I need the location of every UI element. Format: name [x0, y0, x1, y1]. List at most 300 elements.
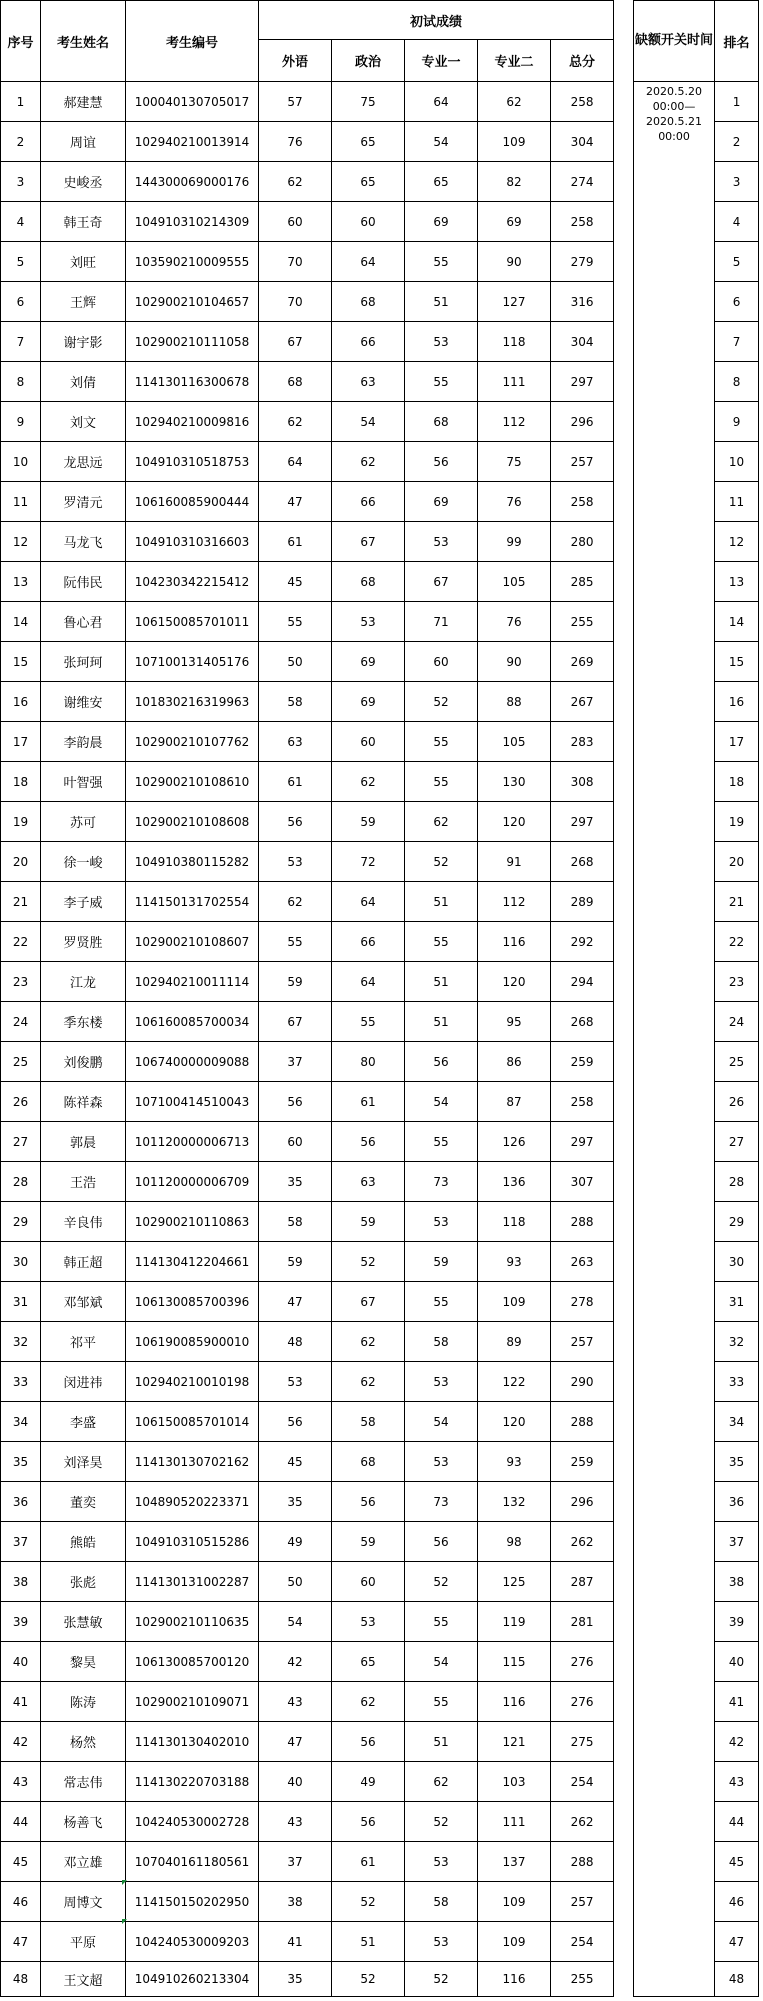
- rank-cell: 8: [715, 362, 759, 402]
- major2-cell: 105: [478, 722, 551, 762]
- id-cell: 102900210109071: [126, 1682, 259, 1722]
- seq-cell: 20: [1, 842, 41, 882]
- major1-cell: 55: [405, 1602, 478, 1642]
- seq-cell: 30: [1, 1242, 41, 1282]
- total-cell: 254: [551, 1762, 614, 1802]
- foreign-cell: 62: [259, 162, 332, 202]
- foreign-cell: 35: [259, 1162, 332, 1202]
- foreign-cell: 47: [259, 482, 332, 522]
- rank-cell: 20: [715, 842, 759, 882]
- major2-cell: 126: [478, 1122, 551, 1162]
- total-cell: 263: [551, 1242, 614, 1282]
- rank-cell: 35: [715, 1442, 759, 1482]
- id-cell: 106160085900444: [126, 482, 259, 522]
- foreign-cell: 42: [259, 1642, 332, 1682]
- name-cell: 鲁心君: [41, 602, 126, 642]
- rank-cell: 46: [715, 1882, 759, 1922]
- major1-cell: 52: [405, 1562, 478, 1602]
- name-cell: 王浩: [41, 1162, 126, 1202]
- major1-cell: 53: [405, 1922, 478, 1962]
- politics-cell: 49: [332, 1762, 405, 1802]
- major1-cell: 54: [405, 1402, 478, 1442]
- foreign-cell: 55: [259, 602, 332, 642]
- total-cell: 296: [551, 1482, 614, 1522]
- major2-cell: 136: [478, 1162, 551, 1202]
- seq-cell: 44: [1, 1802, 41, 1842]
- total-cell: 288: [551, 1402, 614, 1442]
- foreign-cell: 47: [259, 1282, 332, 1322]
- name-cell: 王文超: [41, 1962, 126, 1997]
- seq-cell: 43: [1, 1762, 41, 1802]
- foreign-cell: 63: [259, 722, 332, 762]
- total-cell: 258: [551, 202, 614, 242]
- id-cell: 103590210009555: [126, 242, 259, 282]
- total-cell: 262: [551, 1802, 614, 1842]
- total-cell: 276: [551, 1642, 614, 1682]
- major1-cell: 55: [405, 362, 478, 402]
- name-cell: 季东楼: [41, 1002, 126, 1042]
- total-cell: 258: [551, 1082, 614, 1122]
- major2-cell: 119: [478, 1602, 551, 1642]
- major1-cell: 60: [405, 642, 478, 682]
- foreign-cell: 60: [259, 1122, 332, 1162]
- total-cell: 292: [551, 922, 614, 962]
- politics-cell: 55: [332, 1002, 405, 1042]
- id-cell: 104910310518753: [126, 442, 259, 482]
- seq-cell: 10: [1, 442, 41, 482]
- id-cell: 102900210108607: [126, 922, 259, 962]
- total-cell: 254: [551, 1922, 614, 1962]
- politics-cell: 66: [332, 922, 405, 962]
- rank-cell: 9: [715, 402, 759, 442]
- id-cell: 114130412204661: [126, 1242, 259, 1282]
- major2-cell: 95: [478, 1002, 551, 1042]
- major2-cell: 87: [478, 1082, 551, 1122]
- id-cell: 107100131405176: [126, 642, 259, 682]
- foreign-cell: 61: [259, 522, 332, 562]
- rank-cell: 29: [715, 1202, 759, 1242]
- major1-cell: 56: [405, 1042, 478, 1082]
- foreign-cell: 58: [259, 1202, 332, 1242]
- politics-cell: 64: [332, 882, 405, 922]
- seq-cell: 3: [1, 162, 41, 202]
- major2-cell: 118: [478, 1202, 551, 1242]
- name-cell: 李韵晨: [41, 722, 126, 762]
- seq-cell: 34: [1, 1402, 41, 1442]
- name-cell: 史峻丞: [41, 162, 126, 202]
- politics-cell: 72: [332, 842, 405, 882]
- name-cell: 苏可: [41, 802, 126, 842]
- politics-cell: 52: [332, 1242, 405, 1282]
- id-cell: 104230342215412: [126, 562, 259, 602]
- seq-cell: 33: [1, 1362, 41, 1402]
- total-cell: 258: [551, 82, 614, 122]
- major1-cell: 59: [405, 1242, 478, 1282]
- total-cell: 259: [551, 1042, 614, 1082]
- id-cell: 104240530002728: [126, 1802, 259, 1842]
- header-total: 总分: [551, 40, 614, 82]
- foreign-cell: 62: [259, 402, 332, 442]
- id-cell: 102900210108610: [126, 762, 259, 802]
- header-seq: 序号: [1, 1, 41, 82]
- major2-cell: 130: [478, 762, 551, 802]
- id-cell: 102940210009816: [126, 402, 259, 442]
- id-cell: 102900210110863: [126, 1202, 259, 1242]
- politics-cell: 62: [332, 1682, 405, 1722]
- id-cell: 102940210011114: [126, 962, 259, 1002]
- id-cell: 114130116300678: [126, 362, 259, 402]
- id-cell: 101120000006709: [126, 1162, 259, 1202]
- name-cell: 张彪: [41, 1562, 126, 1602]
- total-cell: 257: [551, 1322, 614, 1362]
- major1-cell: 53: [405, 1842, 478, 1882]
- seq-cell: 7: [1, 322, 41, 362]
- seq-cell: 13: [1, 562, 41, 602]
- total-cell: 258: [551, 482, 614, 522]
- politics-cell: 62: [332, 762, 405, 802]
- id-cell: 102940210010198: [126, 1362, 259, 1402]
- name-cell: 韩正超: [41, 1242, 126, 1282]
- foreign-cell: 60: [259, 202, 332, 242]
- major2-cell: 90: [478, 642, 551, 682]
- name-cell: 刘文: [41, 402, 126, 442]
- rank-cell: 2: [715, 122, 759, 162]
- rank-cell: 4: [715, 202, 759, 242]
- foreign-cell: 67: [259, 322, 332, 362]
- politics-cell: 63: [332, 1162, 405, 1202]
- rank-cell: 48: [715, 1962, 759, 1997]
- seq-cell: 47: [1, 1922, 41, 1962]
- seq-cell: 16: [1, 682, 41, 722]
- major1-cell: 58: [405, 1882, 478, 1922]
- header-foreign: 外语: [259, 40, 332, 82]
- id-cell: 106150085701014: [126, 1402, 259, 1442]
- major2-cell: 109: [478, 1282, 551, 1322]
- major1-cell: 56: [405, 442, 478, 482]
- name-cell: 常志伟: [41, 1762, 126, 1802]
- name-cell: 江龙: [41, 962, 126, 1002]
- major1-cell: 69: [405, 482, 478, 522]
- rank-cell: 44: [715, 1802, 759, 1842]
- major2-cell: 120: [478, 1402, 551, 1442]
- foreign-cell: 61: [259, 762, 332, 802]
- id-cell: 104890520223371: [126, 1482, 259, 1522]
- politics-cell: 67: [332, 522, 405, 562]
- major2-cell: 93: [478, 1242, 551, 1282]
- major2-cell: 99: [478, 522, 551, 562]
- id-cell: 104910310214309: [126, 202, 259, 242]
- politics-cell: 64: [332, 962, 405, 1002]
- foreign-cell: 50: [259, 642, 332, 682]
- foreign-cell: 70: [259, 242, 332, 282]
- rank-cell: 33: [715, 1362, 759, 1402]
- major2-cell: 120: [478, 802, 551, 842]
- seq-cell: 11: [1, 482, 41, 522]
- name-cell: 陈祥森: [41, 1082, 126, 1122]
- rank-cell: 7: [715, 322, 759, 362]
- politics-cell: 52: [332, 1882, 405, 1922]
- major1-cell: 52: [405, 1802, 478, 1842]
- total-cell: 294: [551, 962, 614, 1002]
- rank-cell: 41: [715, 1682, 759, 1722]
- major2-cell: 76: [478, 482, 551, 522]
- foreign-cell: 43: [259, 1682, 332, 1722]
- name-cell: 熊皓: [41, 1522, 126, 1562]
- id-cell: 102900210108608: [126, 802, 259, 842]
- header-politics: 政治: [332, 40, 405, 82]
- foreign-cell: 38: [259, 1882, 332, 1922]
- major2-cell: 116: [478, 922, 551, 962]
- major1-cell: 55: [405, 1122, 478, 1162]
- header-row-1: [1, 1, 759, 40]
- id-cell: 106150085701011: [126, 602, 259, 642]
- total-cell: 287: [551, 1562, 614, 1602]
- politics-cell: 80: [332, 1042, 405, 1082]
- total-cell: 268: [551, 842, 614, 882]
- rank-cell: 22: [715, 922, 759, 962]
- total-cell: 296: [551, 402, 614, 442]
- total-cell: 288: [551, 1202, 614, 1242]
- major1-cell: 52: [405, 1962, 478, 1997]
- rank-cell: 10: [715, 442, 759, 482]
- total-cell: 304: [551, 322, 614, 362]
- rank-cell: 42: [715, 1722, 759, 1762]
- major1-cell: 71: [405, 602, 478, 642]
- major2-cell: 109: [478, 1922, 551, 1962]
- total-cell: 316: [551, 282, 614, 322]
- major1-cell: 73: [405, 1482, 478, 1522]
- id-cell: 106740000009088: [126, 1042, 259, 1082]
- rank-cell: 25: [715, 1042, 759, 1082]
- total-cell: 262: [551, 1522, 614, 1562]
- rank-cell: 5: [715, 242, 759, 282]
- politics-cell: 65: [332, 1642, 405, 1682]
- id-cell: 102900210104657: [126, 282, 259, 322]
- name-cell: 平原: [41, 1922, 126, 1962]
- major2-cell: 103: [478, 1762, 551, 1802]
- rank-cell: 45: [715, 1842, 759, 1882]
- rank-cell: 6: [715, 282, 759, 322]
- foreign-cell: 40: [259, 1762, 332, 1802]
- name-cell: 邓邹斌: [41, 1282, 126, 1322]
- seq-cell: 19: [1, 802, 41, 842]
- major2-cell: 121: [478, 1722, 551, 1762]
- name-cell: 董奕: [41, 1482, 126, 1522]
- major2-cell: 116: [478, 1962, 551, 1997]
- foreign-cell: 58: [259, 682, 332, 722]
- name-cell: 祁平: [41, 1322, 126, 1362]
- foreign-cell: 49: [259, 1522, 332, 1562]
- foreign-cell: 53: [259, 842, 332, 882]
- total-cell: 255: [551, 1962, 614, 1997]
- total-cell: 278: [551, 1282, 614, 1322]
- seq-cell: 6: [1, 282, 41, 322]
- seq-cell: 17: [1, 722, 41, 762]
- name-cell: 黎昊: [41, 1642, 126, 1682]
- header-major2: 专业二: [478, 40, 551, 82]
- rank-cell: 47: [715, 1922, 759, 1962]
- seq-cell: 23: [1, 962, 41, 1002]
- politics-cell: 61: [332, 1082, 405, 1122]
- politics-cell: 67: [332, 1282, 405, 1322]
- major1-cell: 55: [405, 1282, 478, 1322]
- major2-cell: 98: [478, 1522, 551, 1562]
- major2-cell: 132: [478, 1482, 551, 1522]
- total-cell: 257: [551, 1882, 614, 1922]
- name-cell: 徐一峻: [41, 842, 126, 882]
- seq-cell: 27: [1, 1122, 41, 1162]
- politics-cell: 52: [332, 1962, 405, 1997]
- rank-cell: 19: [715, 802, 759, 842]
- id-cell: 104910310515286: [126, 1522, 259, 1562]
- foreign-cell: 41: [259, 1922, 332, 1962]
- name-cell: 邓立雄: [41, 1842, 126, 1882]
- foreign-cell: 62: [259, 882, 332, 922]
- total-cell: 281: [551, 1602, 614, 1642]
- major1-cell: 55: [405, 762, 478, 802]
- name-cell: 韩王奇: [41, 202, 126, 242]
- major2-cell: 112: [478, 402, 551, 442]
- seq-cell: 28: [1, 1162, 41, 1202]
- major1-cell: 51: [405, 962, 478, 1002]
- seq-cell: 26: [1, 1082, 41, 1122]
- foreign-cell: 35: [259, 1962, 332, 1997]
- major1-cell: 73: [405, 1162, 478, 1202]
- id-cell: 106130085700396: [126, 1282, 259, 1322]
- foreign-cell: 70: [259, 282, 332, 322]
- name-cell: 刘俊鹏: [41, 1042, 126, 1082]
- total-cell: 290: [551, 1362, 614, 1402]
- rank-cell: 30: [715, 1242, 759, 1282]
- major1-cell: 54: [405, 1082, 478, 1122]
- major2-cell: 115: [478, 1642, 551, 1682]
- total-cell: 297: [551, 1122, 614, 1162]
- major2-cell: 93: [478, 1442, 551, 1482]
- seq-cell: 9: [1, 402, 41, 442]
- seq-cell: 22: [1, 922, 41, 962]
- seq-cell: 5: [1, 242, 41, 282]
- rank-cell: 13: [715, 562, 759, 602]
- major1-cell: 62: [405, 802, 478, 842]
- name-cell: 郭晨: [41, 1122, 126, 1162]
- major1-cell: 54: [405, 122, 478, 162]
- seq-cell: 21: [1, 882, 41, 922]
- major1-cell: 53: [405, 322, 478, 362]
- id-cell: 106190085900010: [126, 1322, 259, 1362]
- id-cell: 114130130702162: [126, 1442, 259, 1482]
- total-cell: 279: [551, 242, 614, 282]
- foreign-cell: 59: [259, 1242, 332, 1282]
- major2-cell: 120: [478, 962, 551, 1002]
- seq-cell: 32: [1, 1322, 41, 1362]
- politics-cell: 68: [332, 282, 405, 322]
- name-cell: 周博文: [41, 1882, 126, 1922]
- name-cell: 刘旺: [41, 242, 126, 282]
- major2-cell: 109: [478, 1882, 551, 1922]
- major1-cell: 69: [405, 202, 478, 242]
- id-cell: 106130085700120: [126, 1642, 259, 1682]
- id-cell: 104240530009203: [126, 1922, 259, 1962]
- name-cell: 刘倩: [41, 362, 126, 402]
- name-cell: 周谊: [41, 122, 126, 162]
- seq-cell: 48: [1, 1962, 41, 1997]
- total-cell: 259: [551, 1442, 614, 1482]
- major1-cell: 55: [405, 242, 478, 282]
- politics-cell: 61: [332, 1842, 405, 1882]
- rank-cell: 31: [715, 1282, 759, 1322]
- id-cell: 114150131702554: [126, 882, 259, 922]
- rank-cell: 26: [715, 1082, 759, 1122]
- header-name: 考生姓名: [41, 1, 126, 82]
- major1-cell: 52: [405, 682, 478, 722]
- seq-cell: 38: [1, 1562, 41, 1602]
- deadline-end: 2020.5.21 00:00: [646, 115, 703, 143]
- id-cell: 106160085700034: [126, 1002, 259, 1042]
- major1-cell: 68: [405, 402, 478, 442]
- major1-cell: 51: [405, 1002, 478, 1042]
- foreign-cell: 47: [259, 1722, 332, 1762]
- name-cell: 张慧敏: [41, 1602, 126, 1642]
- politics-cell: 62: [332, 442, 405, 482]
- foreign-cell: 68: [259, 362, 332, 402]
- seq-cell: 15: [1, 642, 41, 682]
- major1-cell: 67: [405, 562, 478, 602]
- header-id: 考生编号: [126, 1, 259, 82]
- politics-cell: 66: [332, 322, 405, 362]
- id-cell: 114130220703188: [126, 1762, 259, 1802]
- total-cell: 304: [551, 122, 614, 162]
- seq-cell: 1: [1, 82, 41, 122]
- rank-cell: 21: [715, 882, 759, 922]
- rank-cell: 1: [715, 82, 759, 122]
- total-cell: 297: [551, 802, 614, 842]
- politics-cell: 60: [332, 202, 405, 242]
- major1-cell: 53: [405, 1442, 478, 1482]
- name-cell: 罗清元: [41, 482, 126, 522]
- foreign-cell: 43: [259, 1802, 332, 1842]
- id-cell: 101120000006713: [126, 1122, 259, 1162]
- name-cell: 刘泽昊: [41, 1442, 126, 1482]
- seq-cell: 25: [1, 1042, 41, 1082]
- seq-cell: 4: [1, 202, 41, 242]
- rank-cell: 32: [715, 1322, 759, 1362]
- rank-cell: 23: [715, 962, 759, 1002]
- major2-cell: 90: [478, 242, 551, 282]
- major2-cell: 111: [478, 1802, 551, 1842]
- seq-cell: 14: [1, 602, 41, 642]
- major2-cell: 109: [478, 122, 551, 162]
- name-cell: 阮伟民: [41, 562, 126, 602]
- name-cell: 李盛: [41, 1402, 126, 1442]
- rank-cell: 38: [715, 1562, 759, 1602]
- name-cell: 罗贤胜: [41, 922, 126, 962]
- id-cell: 100040130705017: [126, 82, 259, 122]
- foreign-cell: 35: [259, 1482, 332, 1522]
- politics-cell: 65: [332, 122, 405, 162]
- id-cell: 144300069000176: [126, 162, 259, 202]
- total-cell: 269: [551, 642, 614, 682]
- rank-cell: 39: [715, 1602, 759, 1642]
- foreign-cell: 76: [259, 122, 332, 162]
- politics-cell: 68: [332, 1442, 405, 1482]
- seq-cell: 36: [1, 1482, 41, 1522]
- id-cell: 101830216319963: [126, 682, 259, 722]
- seq-cell: 39: [1, 1602, 41, 1642]
- rank-cell: 18: [715, 762, 759, 802]
- major1-cell: 53: [405, 1362, 478, 1402]
- major1-cell: 53: [405, 1202, 478, 1242]
- gap-column: [614, 1, 634, 1997]
